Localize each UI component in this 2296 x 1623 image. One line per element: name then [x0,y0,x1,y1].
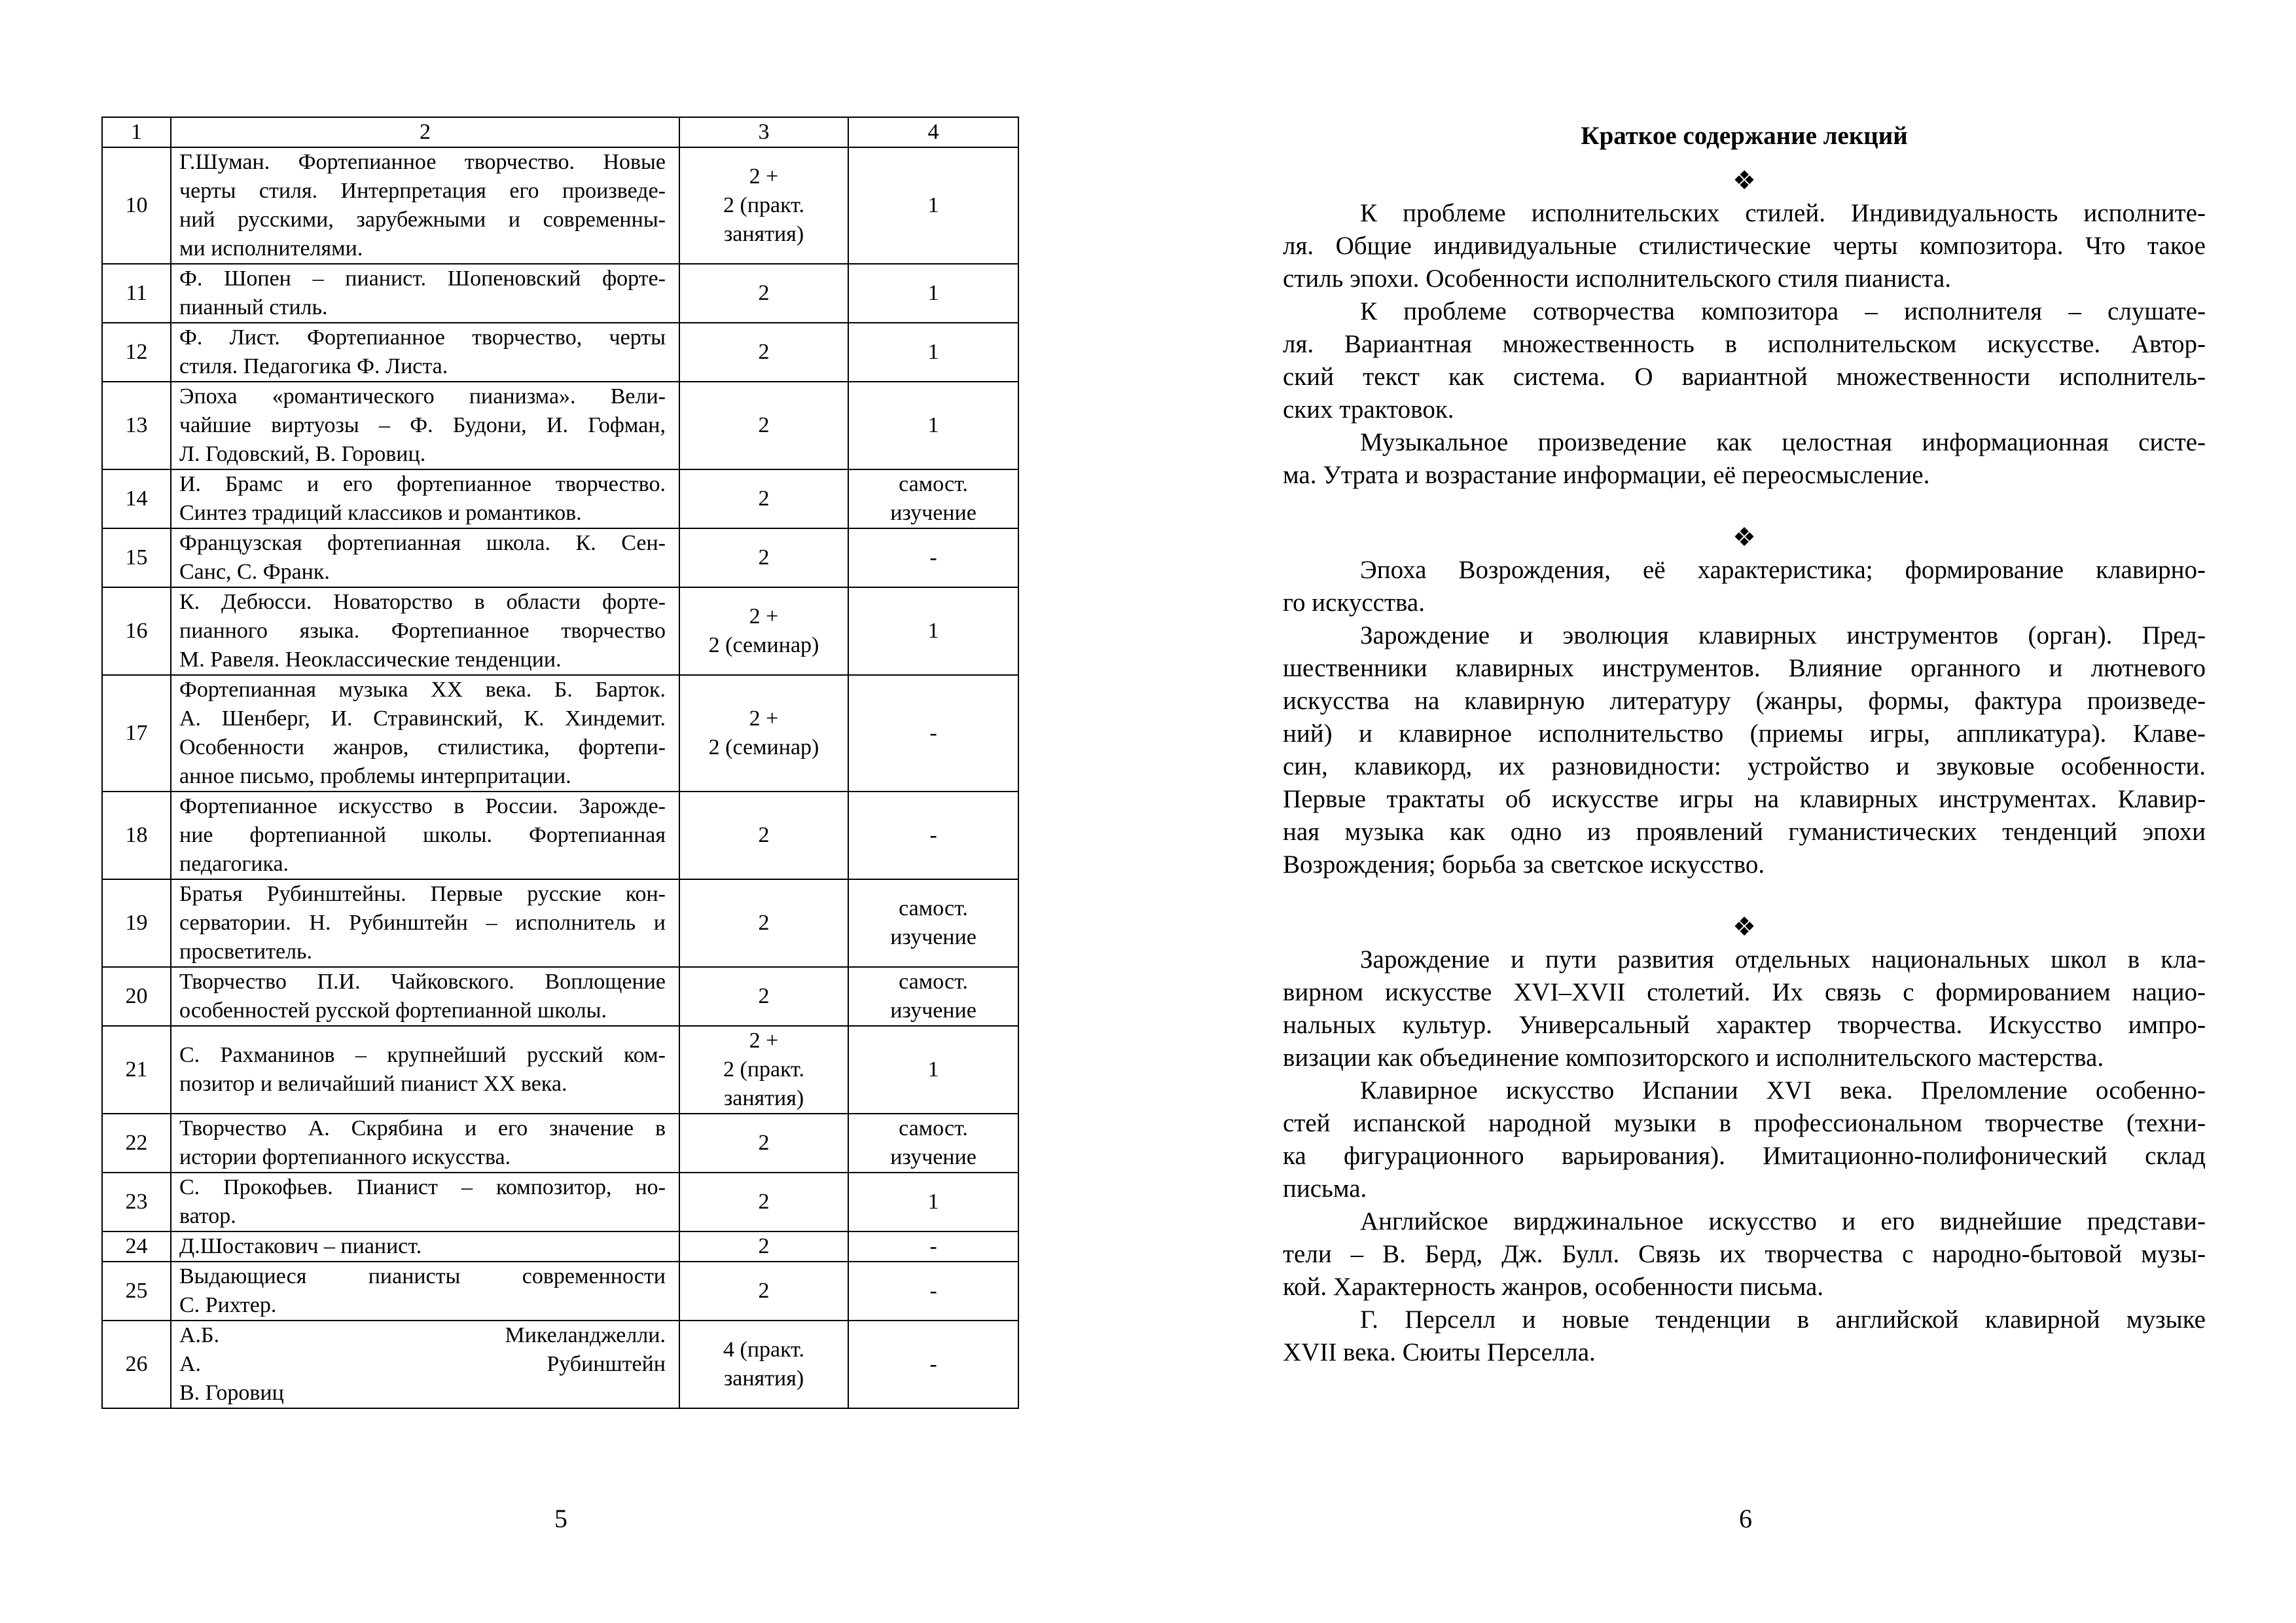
paragraph-line: Первые трактаты об искусстве игры на клавирных инструментах. Клавир- [1283,785,2206,813]
hours-cell-line: 2 [758,340,770,364]
row-number-cell: 11 [102,264,171,323]
topic-cell [171,1114,679,1173]
topic-cell-line: А. Рубинштейн [179,1352,666,1376]
independent-work-cell-line: - [929,1279,937,1303]
topic-cell [171,792,679,879]
hours-cell-line: 2 [758,413,770,437]
hours-cell-line: 2 [758,1131,770,1155]
hours-cell [679,147,848,264]
independent-work-cell [848,1321,1018,1408]
row-number-cell: 25 [102,1262,171,1321]
topic-cell-line: пианный стиль. [179,295,328,319]
topic-cell-line: Особенности жанров, стилистика, фортепи- [179,735,666,759]
hours-cell [679,879,848,967]
paragraph-line: Музыкальное произведение как целостная информационная систе- [1360,428,2206,456]
paragraph [1283,943,2206,1074]
topic-cell-line: Фортепианная музыка XX века. Б. Барток. [179,678,666,702]
independent-work-cell-line: - [929,1234,937,1258]
topic-cell-line: К. Дебюсси. Новаторство в области форте- [179,590,666,614]
paragraph-line: письма. [1283,1175,1367,1203]
section-divider-icon: ❖ [1732,912,1756,941]
independent-work-cell [848,1231,1018,1262]
paragraph-line: кой. Характерность жанров, особенности письма. [1283,1273,1824,1301]
hours-cell [679,469,848,528]
paragraph-line: Зарождение и пути развития отдельных национальных школ в кла- [1360,945,2206,974]
table-header-row [102,117,1018,147]
paragraph-line: ля. Вариантная множественность в исполнительском искусстве. Автор- [1283,330,2206,358]
header-cell: 1 [102,117,171,147]
hours-cell-line: 2 (практ. [723,193,804,217]
header-cell: 4 [848,117,1018,147]
table-row [102,1026,1018,1114]
row-number-cell: 17 [102,675,171,792]
table-row [102,382,1018,469]
hours-cell [679,323,848,382]
paragraph [1283,1304,2206,1369]
independent-work-cell-line: - [929,721,937,745]
table-row [102,879,1018,967]
topic-cell-line: Ф. Шопен – пианист. Шопеновский форте- [179,266,666,291]
row-number-cell: 22 [102,1114,171,1173]
independent-work-cell-line: самост. [899,472,968,496]
independent-work-cell-line: - [929,545,937,570]
topic-cell [171,1321,679,1408]
hours-cell [679,528,848,587]
hours-cell-line: 2 (семинар) [708,735,819,759]
paragraph-line: К проблеме сотворчества композитора – исполнителя – слушате- [1360,297,2206,325]
topic-cell [171,1262,679,1321]
paragraph-line: искусства на клавирную литературу (жанры, формы, фактура произведе- [1283,687,2206,715]
paragraph-line: ских трактовок. [1283,395,1454,424]
topic-cell-line: стиля. Педагогика Ф. Листа. [179,354,448,378]
hours-cell-line: занятия) [723,1086,804,1110]
paragraph-line: ма. Утрата и возрастание информации, её переосмысление. [1283,461,1930,489]
topic-cell-line: Г.Шуман. Фортепианное творчество. Новые [179,150,666,174]
independent-work-cell-line: самост. [899,970,968,994]
row-number-cell: 10 [102,147,171,264]
hours-cell-line: 2 (практ. [723,1057,804,1082]
independent-work-cell [848,382,1018,469]
topic-cell-line: истории фортепианного искусства. [179,1145,511,1169]
hours-cell [679,1026,848,1114]
table-row [102,587,1018,675]
hours-cell [679,1262,848,1321]
hours-cell [679,1114,848,1173]
independent-work-cell [848,264,1018,323]
table-row [102,1262,1018,1321]
table-row [102,1173,1018,1231]
table-row [102,469,1018,528]
topic-cell-line: Творчество А. Скрябина и его значение в [179,1116,666,1140]
hours-cell-line: 2 [758,1234,770,1258]
table-row [102,147,1018,264]
independent-work-cell-line: - [929,1352,937,1376]
row-number-cell: 21 [102,1026,171,1114]
independent-work-cell-line: 1 [927,619,939,643]
topic-cell [171,469,679,528]
table-row [102,792,1018,879]
row-number-cell: 16 [102,587,171,675]
paragraph [1283,619,2206,881]
independent-work-cell [848,323,1018,382]
topic-cell-line: С. Рахманинов – крупнейший русский ком- [179,1043,666,1067]
topic-cell [171,587,679,675]
paragraph-line: стей испанской народной музыки в профессиональном творчестве (техни- [1283,1109,2206,1137]
topic-cell-line: особенностей русской фортепианной школы. [179,998,607,1023]
paragraph-line: ка фигурационного варьирования). Имитационно-полифонический склад [1283,1142,2206,1170]
paragraph-line: визации как объединение композиторского и исполнительского мастерства. [1283,1044,2104,1072]
independent-work-cell-line: изучение [890,998,977,1023]
hours-cell-line: 2 [758,823,770,847]
page-title: Краткое содержание лекций [1581,122,1908,150]
topic-cell-line: ние фортепианной школы. Фортепианная [179,823,666,847]
topic-cell-line: просветитель. [179,939,313,964]
row-number-cell: 15 [102,528,171,587]
hours-cell [679,792,848,879]
independent-work-cell-line: - [929,823,937,847]
header-cell: 3 [679,117,848,147]
independent-work-cell-line: изучение [890,1145,977,1169]
row-number-cell: 23 [102,1173,171,1231]
paragraph-line: Эпоха Возрождения, её характеристика; формирование клавирно- [1360,556,2206,584]
table-row [102,1114,1018,1173]
topic-cell [171,382,679,469]
paragraph-line: ний) и клавирное исполнительство (приемы игры, аппликатура). Клаве- [1283,720,2206,748]
hours-cell-line: 2 [758,911,770,935]
hours-cell-line: 2 (семинар) [708,633,819,657]
hours-cell [679,382,848,469]
independent-work-cell [848,967,1018,1026]
paragraph-line: нальных культур. Универсальный характер творчества. Искусство импро- [1283,1011,2206,1039]
paragraph [1283,554,2206,619]
hours-cell [679,1173,848,1231]
topic-cell-line: черты стиля. Интерпретация его произведе- [179,179,666,203]
independent-work-cell [848,792,1018,879]
paragraph-line: Английское вирджинальное искусство и его виднейшие представи- [1360,1207,2206,1235]
topic-cell [171,967,679,1026]
paragraph-line: го искусства. [1283,589,1425,617]
hours-cell-line: занятия) [723,222,804,246]
independent-work-cell [848,1026,1018,1114]
hours-cell [679,1231,848,1262]
independent-work-cell-line: 1 [927,413,939,437]
paragraph-line: Клавирное искусство Испании XVI века. Преломление особенно- [1360,1076,2206,1104]
topic-cell-line: А. Шенберг, И. Стравинский, К. Хиндемит. [179,706,666,731]
topic-cell [171,264,679,323]
topic-cell-line: Ф. Лист. Фортепианное творчество, черты [179,325,666,350]
topic-cell [171,323,679,382]
topic-cell-line: пианного языка. Фортепианное творчество [179,619,666,643]
hours-cell-line: 2 + [749,706,779,731]
topic-cell-line: ватор. [179,1204,236,1228]
page-number-left: 5 [554,1504,567,1533]
course-schedule-table [101,117,1019,1409]
topic-cell-line: Французская фортепианная школа. К. Сен- [179,531,666,555]
hours-cell [679,587,848,675]
table-row [102,1321,1018,1408]
table-row [102,967,1018,1026]
hours-cell-line: 2 + [749,164,779,189]
independent-work-cell [848,147,1018,264]
hours-cell [679,264,848,323]
hours-cell [679,967,848,1026]
lecture-summary [1283,120,2206,1369]
topic-cell-line: Санс, С. Франк. [179,560,330,584]
paragraph-line: Зарождение и эволюция клавирных инструментов (орган). Пред- [1360,621,2206,649]
topic-cell-line: И. Брамс и его фортепианное творчество. [179,472,666,496]
hours-cell-line: 2 + [749,604,779,629]
independent-work-cell-line: изучение [890,501,977,525]
independent-work-cell-line: 1 [927,1190,939,1214]
hours-cell-line: 2 [758,545,770,570]
independent-work-cell-line: самост. [899,1116,968,1140]
topic-cell [171,879,679,967]
paragraph-line: ная музыка как одно из проявлений гуманистических тенденций эпохи [1283,818,2206,846]
independent-work-cell-line: 1 [927,340,939,364]
independent-work-cell [848,1262,1018,1321]
independent-work-cell [848,675,1018,792]
section-divider-icon: ❖ [1732,522,1756,552]
topic-cell-line: Творчество П.И. Чайковского. Воплощение [179,970,666,994]
topic-cell-line: В. Горовиц [179,1381,284,1405]
topic-cell-line: М. Равеля. Неоклассические тенденции. [179,647,562,672]
topic-cell-line: Л. Годовский, В. Горовиц. [179,442,426,466]
topic-cell-line: ми исполнителями. [179,236,363,261]
row-number-cell: 14 [102,469,171,528]
topic-cell-line: Эпоха «романтического пианизма». Вели- [179,384,666,409]
row-number-cell: 12 [102,323,171,382]
topic-cell [171,528,679,587]
row-number-cell: 20 [102,967,171,1026]
table-row [102,675,1018,792]
paragraph-line: ский текст как система. О вариантной множественности исполнитель- [1283,363,2206,391]
hours-cell-line: 2 [758,486,770,511]
topic-cell-line: С. Рихтер. [179,1293,277,1317]
paragraph-line: стиль эпохи. Особенности исполнительского стиля пианиста. [1283,264,1951,293]
hours-cell [679,1321,848,1408]
hours-cell-line: 2 [758,281,770,305]
topic-cell-line: А.Б. Микеланджелли. [179,1323,666,1347]
header-cell: 2 [171,117,679,147]
topic-cell [171,147,679,264]
independent-work-cell-line: изучение [890,925,977,949]
independent-work-cell [848,879,1018,967]
topic-cell-line: Выдающиеся пианисты современности [179,1264,666,1288]
paragraph [1283,1205,2206,1304]
row-number-cell: 18 [102,792,171,879]
topic-cell-line: Синтез традиций классиков и романтиков. [179,501,582,525]
topic-cell-line: серватории. Н. Рубинштейн – исполнитель и [179,911,666,935]
independent-work-cell [848,587,1018,675]
hours-cell-line: 2 + [749,1029,779,1053]
paragraph-line: Г. Перселл и новые тенденции в английской клавирной музыке [1360,1305,2206,1334]
independent-work-cell-line: 1 [927,281,939,305]
hours-cell [679,675,848,792]
topic-cell-line: Братья Рубинштейны. Первые русские кон- [179,882,666,906]
hours-cell-line: 4 (практ. [723,1338,804,1362]
row-number-cell: 13 [102,382,171,469]
topic-cell-line: С. Прокофьев. Пианист – композитор, но- [179,1175,666,1199]
paragraph-line: син, клавикорд, их разновидности: устройство и звуковые особенности. [1283,752,2206,780]
paragraph [1283,1074,2206,1205]
row-number-cell: 24 [102,1231,171,1262]
table-row [102,264,1018,323]
independent-work-cell-line: 1 [927,1057,939,1082]
page-number-right: 6 [1739,1504,1752,1533]
paragraph-line: тели – В. Берд, Дж. Булл. Связь их творчества с народно-бытовой музы- [1283,1240,2206,1268]
paragraph [1283,426,2206,492]
independent-work-cell [848,469,1018,528]
hours-cell-line: занятия) [723,1366,804,1391]
independent-work-cell-line: самост. [899,896,968,921]
independent-work-cell-line: 1 [927,193,939,217]
paragraph-line: ля. Общие индивидуальные стилистические черты композитора. Что такое [1283,232,2206,260]
topic-cell [171,675,679,792]
paragraph [1283,295,2206,426]
topic-cell-line: анное письмо, проблемы интерпритации. [179,764,571,788]
row-number-cell: 26 [102,1321,171,1408]
topic-cell [171,1026,679,1114]
table-row [102,528,1018,587]
table-row [102,1231,1018,1262]
independent-work-cell [848,1173,1018,1231]
topic-cell-line: педагогика. [179,852,289,876]
hours-cell-line: 2 [758,1190,770,1214]
topic-cell [171,1231,679,1262]
independent-work-cell [848,1114,1018,1173]
independent-work-cell [848,528,1018,587]
topic-cell-line: ний русскими, зарубежными и современны- [179,208,666,232]
paragraph-line: шественники клавирных инструментов. Влияние органного и лютневого [1283,654,2206,682]
paragraph-line: вирном искусстве XVI–XVII столетий. Их связь с формированием нацио- [1283,978,2206,1006]
topic-cell [171,1173,679,1231]
paragraph [1283,197,2206,295]
paragraph-line: К проблеме исполнительских стилей. Индивидуальность исполните- [1360,199,2206,227]
hours-cell-line: 2 [758,984,770,1008]
topic-cell-line: позитор и величайший пианист XX века. [179,1072,567,1096]
table-row [102,323,1018,382]
row-number-cell: 19 [102,879,171,967]
topic-cell-line: чайшие виртуозы – Ф. Будони, И. Гофман, [179,413,666,437]
topic-cell-line: Д.Шостакович – пианист. [179,1234,422,1258]
paragraph-line: XVII века. Сюиты Перселла. [1283,1338,1596,1366]
section-divider-icon: ❖ [1732,166,1756,195]
topic-cell-line: Фортепианное искусство в России. Зарожде- [179,794,666,818]
hours-cell-line: 2 [758,1279,770,1303]
paragraph-line: Возрождения; борьба за светское искусство. [1283,850,1765,879]
